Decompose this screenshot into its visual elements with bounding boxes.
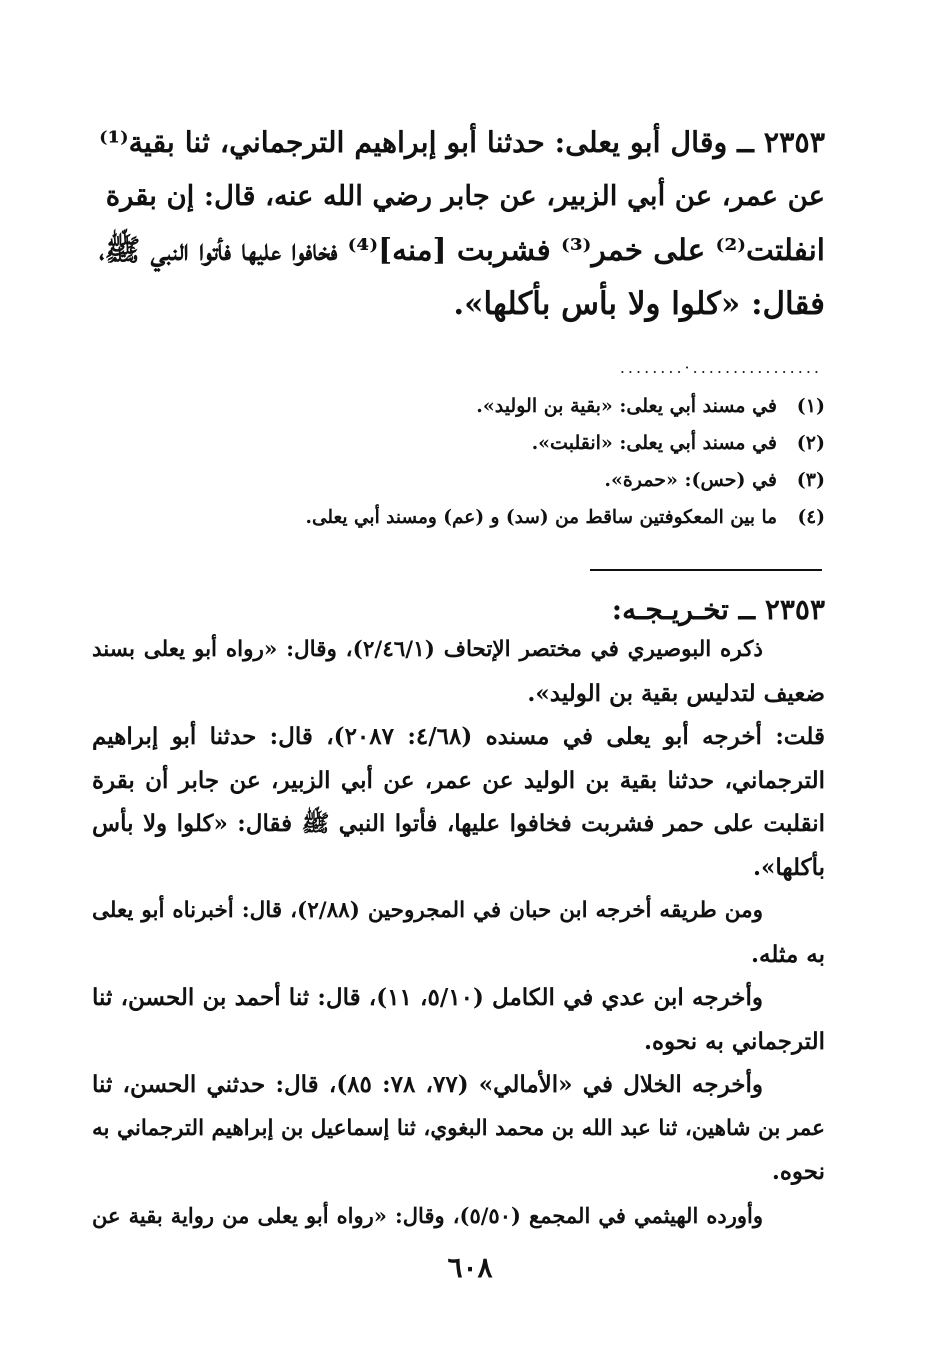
body-line: قلت: أخرجه أبو يعلى في مسنده (٤/٦٨: ٢٠٨٧)، قال: حدثنا أبو إبراهيم [92, 723, 825, 750]
footnote-item [300, 388, 825, 425]
footnote-text: في مسند أبي يعلى: «بقية بن الوليد». [476, 395, 777, 417]
hadith-main-text [100, 115, 825, 331]
takhrij-heading: ٢٣٥٣ ــ تخـريـجـه: [611, 593, 825, 626]
hadith-line: ٢٣٥٣ ــ وقال أبو يعلى: حدثنا أبو إبراهيم الترجماني، ثنا بقية⁽¹⁾ [99, 125, 825, 159]
hadith-line: انفلتت⁽²⁾ على خمر⁽³⁾ فشربت [منه]⁽⁴⁾ فخافوا عليها فأتوا النبي ﷺ، [99, 232, 825, 267]
body-line: ضعيف لتدليس بقية بن الوليد». [527, 679, 825, 707]
section-divider [590, 569, 822, 571]
takhrij-body [92, 628, 825, 1237]
body-line: وأخرجه ابن عدي في الكامل (٥/١٠، ١١)، قال: ثنا أحمد بن الحسن، ثنا [92, 984, 763, 1011]
footnote-text: ما بين المعكوفتين ساقط من (سد) و (عم) ومسند أبي يعلى. [305, 507, 777, 528]
page-number: ٦٠٨ [447, 1251, 493, 1284]
footnote-number: (٤) [797, 507, 825, 528]
footnote-item [300, 499, 825, 536]
footnotes [300, 388, 825, 536]
footnote-number: (٣) [796, 469, 825, 491]
body-line: ومن طريقه أخرجه ابن حبان في المجروحين (٢/٨٨)، قال: أخبرناه أبو يعلى [92, 898, 763, 923]
hadith-line: فقال: «كلوا ولا بأس بأكلها». [453, 286, 825, 322]
body-line: انقلبت على حمر فشربت فخافوا عليها، فأتوا النبي ﷺ فقال: «كلوا ولا بأس [92, 810, 825, 837]
body-line: ذكره البوصيري في مختصر الإتحاف (٢/٤٦/١)، وقال: «رواه أبو يعلى بسند [92, 637, 763, 662]
body-line: عمر بن شاهين، ثنا عبد الله بن محمد البغوي، ثنا إسماعيل بن إبراهيم الترجماني به [92, 1115, 825, 1141]
body-line: بأكلها». [753, 853, 825, 881]
body-line: به مثله. [751, 940, 825, 968]
body-line: نحوه. [771, 1158, 825, 1185]
footnote-separator: ................·........ [619, 358, 822, 377]
body-line: وأورده الهيثمي في المجمع (٥/٥٠)، وقال: «رواه أبو يعلى من رواية بقية عن [92, 1202, 764, 1228]
footnote-item [300, 462, 825, 499]
hadith-line: عن عمر، عن أبي الزبير، عن جابر رضي الله عنه، قال: إن بقرة [105, 180, 825, 212]
body-line: الترجماني، حدثنا بقية بن الوليد عن عمر، عن أبي الزبير، عن جابر أن بقرة [92, 766, 825, 794]
footnote-number: (٢) [796, 432, 825, 454]
footnote-text: في (حس): «حمرة». [604, 469, 777, 491]
body-line: الترجماني به نحوه. [643, 1027, 825, 1055]
body-line: وأخرجه الخلال في «الأمالي» (٧٧، ٧٨: ٨٥)، قال: حدثني الحسن، ثنا [92, 1071, 763, 1098]
footnote-text: في مسند أبي يعلى: «انقلبت». [531, 432, 777, 454]
footnote-number: (١) [796, 395, 825, 417]
footnote-item [300, 425, 825, 462]
